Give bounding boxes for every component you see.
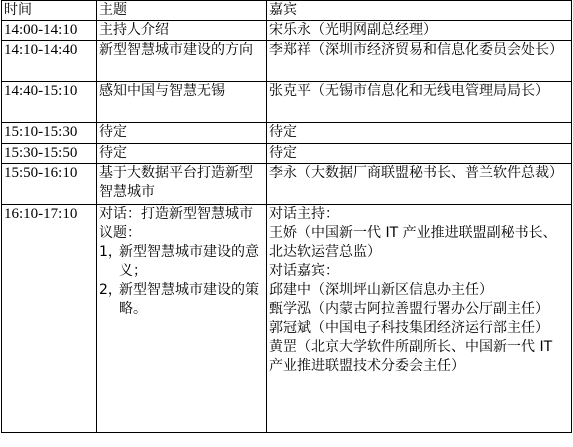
issue-text: 新型智慧城市建设的意义； [119,244,259,279]
row-time: 15:10-15:30 [2,123,97,144]
issue-number: 2， [99,282,122,298]
header-topic: 主题 [97,1,267,21]
dialogue-guest: 黄罡（北京大学软件所副所长、中国新一代 IT 产业推进联盟技术分委会主任） [269,339,553,374]
row-guest: 待定 [267,123,572,144]
agenda-table [1,0,572,433]
issue-item [99,243,264,281]
dialogue-time: 16:10-17:10 [2,205,97,433]
row-topic: 主持人介绍 [97,21,267,41]
row-topic: 待定 [97,144,267,164]
dialogue-topic-title: 对话：打造新型智慧城市 [99,206,253,222]
row-topic: 感知中国与智慧无锡 [97,82,267,123]
row-guest: 李永（大数据厂商联盟秘书长、普兰软件总裁） [267,164,572,205]
issues-label: 议题： [99,225,141,241]
row-guest: 待定 [267,144,572,164]
guests-label: 对话嘉宾： [269,263,339,279]
row-topic: 新型智慧城市建设的方向 [97,41,267,82]
header-time: 时间 [2,1,97,21]
table-row [2,164,572,205]
dialogue-guest: 郭冠斌（中国电子科技集团经济运行部主任） [269,320,549,336]
row-time: 14:40-15:10 [2,82,97,123]
table-row [2,82,572,123]
issue-number: 1， [99,244,122,260]
row-time: 14:00-14:10 [2,21,97,41]
row-time: 15:30-15:50 [2,144,97,164]
host-label: 对话主持： [269,206,339,222]
table-row-dialogue [2,205,572,433]
issue-item [99,281,264,319]
dialogue-topic-cell [97,205,267,433]
dialogue-guest: 邱建中（深圳坪山新区信息办主任） [269,282,493,298]
table-header-row [2,1,572,21]
row-guest: 张克平（无锡市信息化和无线电管理局局长） [267,82,572,123]
table-row [2,41,572,82]
dialogue-guest-cell [267,205,572,433]
row-guest: 宋乐永（光明网副总经理） [267,21,572,41]
table-row [2,144,572,164]
row-topic: 基于大数据平台打造新型智慧城市 [97,164,267,205]
table-row [2,123,572,144]
host-name: 王娇（中国新一代 IT 产业推进联盟副秘书长、北达软运营总监） [269,225,557,260]
row-time: 15:50-16:10 [2,164,97,205]
row-time: 14:10-14:40 [2,41,97,82]
dialogue-guest: 甄学泓（内蒙古阿拉善盟行署办公厅副主任） [269,301,549,317]
issue-text: 新型智慧城市建设的策略。 [119,282,259,317]
header-guest: 嘉宾 [267,1,572,21]
table-row [2,21,572,41]
row-guest: 李郑祥（深圳市经济贸易和信息化委员会处长） [267,41,572,82]
row-topic: 待定 [97,123,267,144]
